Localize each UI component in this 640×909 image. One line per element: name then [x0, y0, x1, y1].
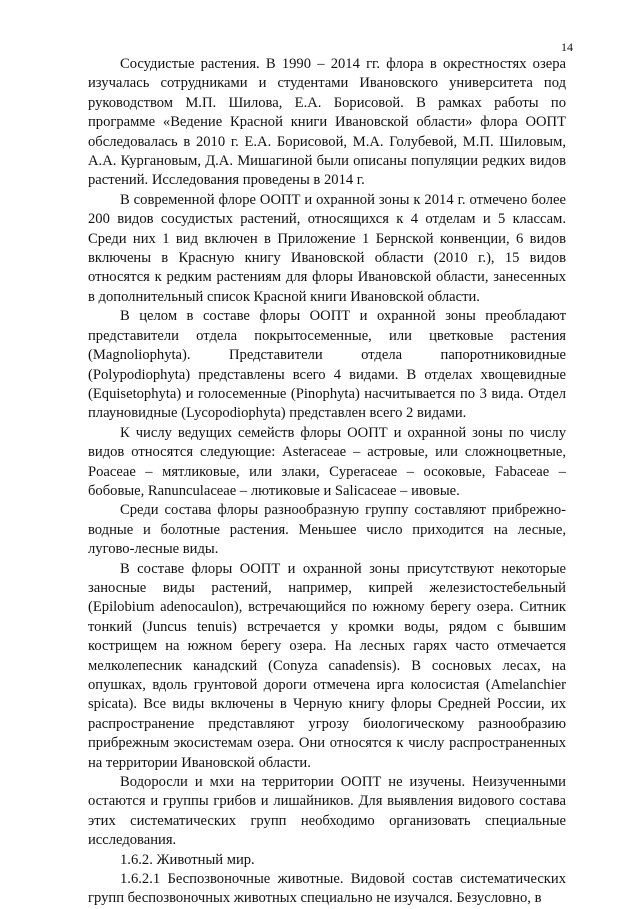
- paragraph-leading-families: К числу ведущих семейств флоры ООПТ и охранной зоны по числу видов относятся следующие: Asteraceae – астровые, или сложноцветные, Poaceae – мятликовые, или злаки, Cyperaceae – осоковые, Fabaceae – бобовые, Ranunculaceae – лютиковые и Salicaceae – ивовые.: [88, 424, 566, 499]
- paragraph-aquatic-plants: Среди состава флоры разнообразную группу составляют прибрежно-водные и болотные растения. Меньшее число приходится на лесные, лугово-лесные виды.: [88, 502, 566, 558]
- paragraph-vascular-plants: Сосудистые растения. В 1990 – 2014 гг. флора в окрестностях озера изучалась сотрудниками и студентами Ивановского университета под руководством М.П. Шилова, Е.А. Борисовой. В рамках работы по программе «Ведение Красной книги Ивановской области» флора ООПТ обследовалась в 2010 г. Е.А. Борисовой, М.А. Голубевой, М.П. Шиловым, А.А. Кургановым, Д.А. Мишагиной были описаны популяции редких видов растений. Исследования проведены в 2014 г.: [88, 56, 566, 189]
- paragraph-algae-mosses: Водоросли и мхи на территории ООПТ не изучены. Неизученными остаются и группы грибов и лишайников. Для выявления видового состава этих систематических групп необходимо организовать специальные исследования.: [88, 774, 566, 849]
- paragraph-invasive-species: В составе флоры ООПТ и охранной зоны присутствуют некоторые заносные виды растений, например, кипрей железистостебельный (Epilobium adenocaulon), встречающийся по южному берегу озера. Ситник тонкий (Juncus tenuis) встречается у кромки воды, рядом с бывшим кострищем на южном берегу озера. На лесных гарях часто отмечается мелколепесник канадский (Conyza canadensis). В сосновых лесах, на опушках, вдоль грунтовой дороги отмечена ирга колосистая (Amelanchier spicata). Все виды включены в Черную книгу флоры Средней России, их распространение представляют угрозу биологическому разнообразию прибрежным экосистемам озера. Они относятся к числу распространенных на территории Ивановской области.: [88, 560, 566, 771]
- page-number: 14: [561, 40, 573, 54]
- section-heading-fauna: 1.6.2. Животный мир.: [120, 851, 255, 868]
- body-text: [88, 55, 566, 909]
- paragraph-flora-composition: В целом в составе флоры ООПТ и охранной зоны преобладают представители отдела покрытосеменные, или цветковые растения (Magnoliophyta). Представители отдела папоротниковидные (Polypodiophyta) представлены всего 4 видами. В отделах хвощевидные (Equisetophyta) и голосеменные (Pinophyta) насчитывается по 3 вида. Отдел плауновидные (Lycopodiophyta) представлен всего 2 видами.: [88, 308, 566, 422]
- paragraph-invertebrates: 1.6.2.1 Беспозвоночные животные. Видовой состав систематических групп беспозвоночных животных специально не изучался. Безусловно, в: [88, 871, 566, 907]
- paragraph-modern-flora: В современной флоре ООПТ и охранной зоны к 2014 г. отмечено более 200 видов сосудистых растений, относящихся к 4 отделам и 5 классам. Среди них 1 вид включен в Приложение 1 Бернской конвенции, 6 видов включены в Красную книгу Ивановской области (2010 г.), 15 видов относятся к редким растениям для флоры Ивановской области, занесенных в дополнительный список Красной книги Ивановской области.: [88, 191, 566, 305]
